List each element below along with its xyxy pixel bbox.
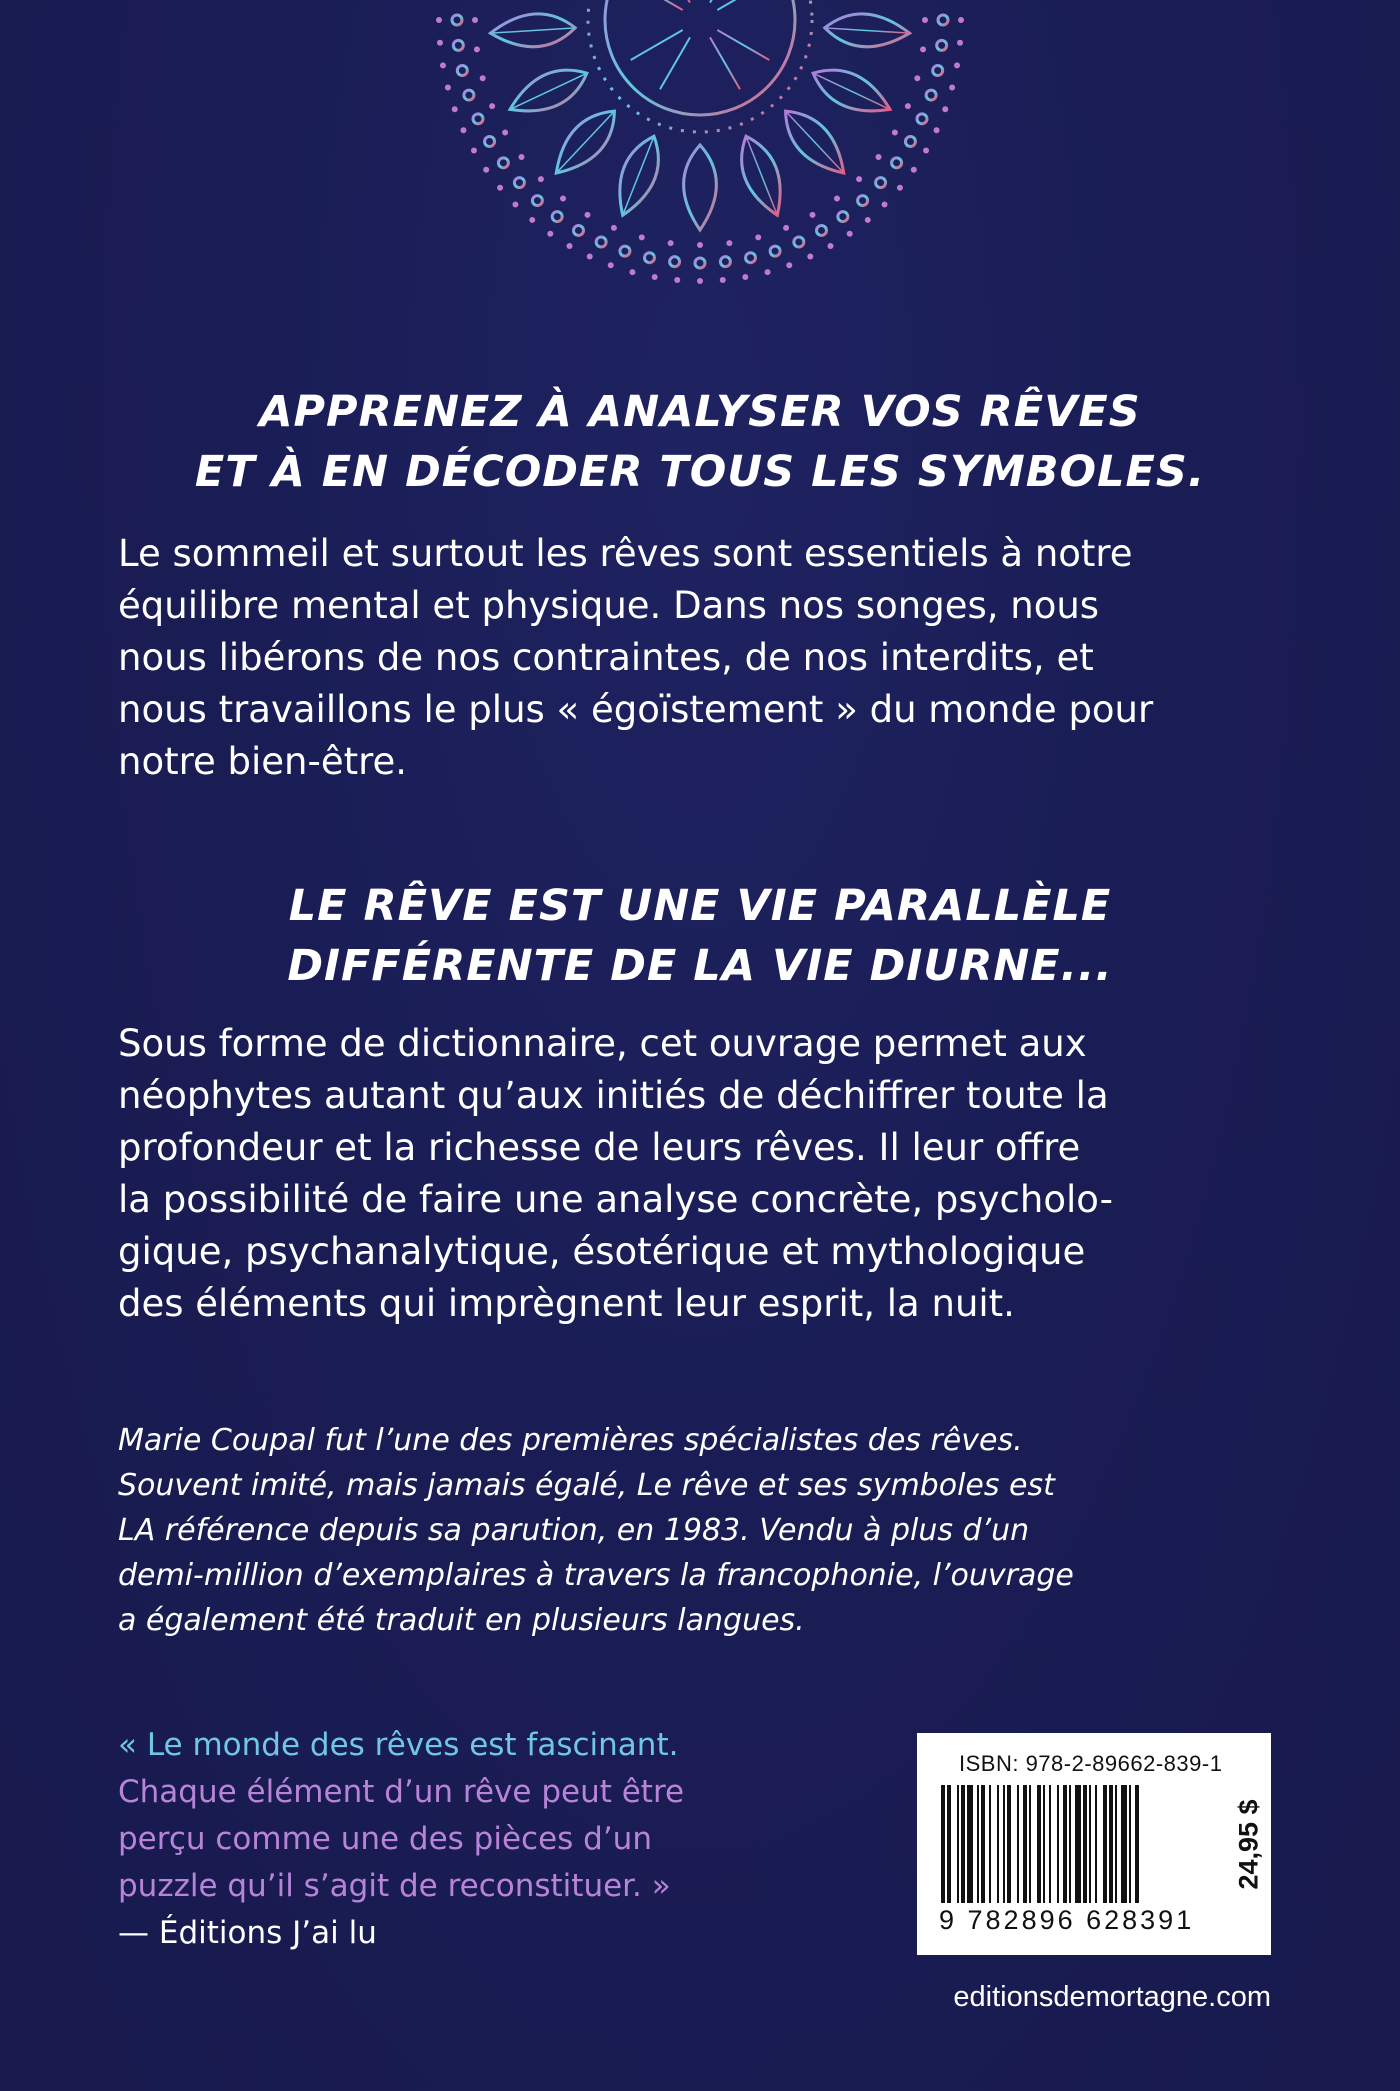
- barcode-bars: [939, 1785, 1207, 1903]
- barcode-bar: [1135, 1785, 1139, 1903]
- barcode-bar: [997, 1785, 999, 1903]
- barcode-bar: [1069, 1785, 1071, 1903]
- barcode-bar: [981, 1785, 985, 1903]
- author-note: [118, 1418, 1288, 1643]
- barcode-bar: [1103, 1785, 1107, 1903]
- barcode-bar: [1063, 1785, 1067, 1903]
- intro-paragraph: [118, 528, 1288, 788]
- heading-analyse: [0, 382, 1400, 502]
- barcode-bar: [1023, 1785, 1027, 1903]
- barcode-bar: [1089, 1785, 1091, 1903]
- text-line: LA référence depuis sa parution, en 1983. Vendu à plus d’un: [118, 1513, 1030, 1548]
- barcode-bar: [1057, 1785, 1059, 1903]
- barcode-bar: [1083, 1785, 1087, 1903]
- heading-line: DIFFÉRENTE DE LA VIE DIURNE...: [287, 941, 1113, 991]
- heading-vie-parallele: [0, 876, 1400, 996]
- barcode-bar: [1129, 1785, 1131, 1903]
- barcode-bar: [1043, 1785, 1045, 1903]
- barcode-bar: [1075, 1785, 1081, 1903]
- mandala-illustration: [0, 0, 1400, 360]
- text-line: Le sommeil et surtout les rêves sont essentiels à notre: [118, 532, 1133, 575]
- barcode-bar: [1037, 1785, 1041, 1903]
- description-paragraph: [118, 1018, 1288, 1330]
- barcode-bar: [1029, 1785, 1031, 1903]
- publisher-website: editionsdemortagne.com: [953, 1981, 1271, 2013]
- barcode-bar: [1003, 1785, 1005, 1903]
- text-line: des éléments qui imprègnent leur esprit, la nuit.: [118, 1282, 1015, 1325]
- barcode-number: 9 782896 628391: [939, 1905, 1195, 1935]
- barcode-bar: [1017, 1785, 1019, 1903]
- text-line: nous travaillons le plus « égoïstement » du monde pour: [118, 688, 1154, 731]
- heading-line: APPRENEZ À ANALYSER VOS RÊVES: [259, 387, 1141, 437]
- barcode-bar: [989, 1785, 991, 1903]
- quote-line: puzzle qu’il s’agit de reconstituer. »: [118, 1868, 671, 1904]
- barcode-bar: [977, 1785, 979, 1903]
- barcode-bar: [1049, 1785, 1051, 1903]
- barcode-bar: [1007, 1785, 1011, 1903]
- quote-source: — Éditions J’ai lu: [118, 1915, 377, 1951]
- text-line: nous libérons de nos contraintes, de nos interdits, et: [118, 636, 1094, 679]
- heading-line: LE RÊVE EST UNE VIE PARALLÈLE: [288, 881, 1112, 931]
- barcode-bar: [967, 1785, 973, 1903]
- text-line: la possibilité de faire une analyse concrète, psycholo-: [118, 1178, 1113, 1221]
- barcode-bar: [941, 1785, 945, 1903]
- text-line: néophytes autant qu’aux initiés de déchiffrer toute la: [118, 1074, 1109, 1117]
- text-line: Marie Coupal fut l’une des premières spécialistes des rêves.: [118, 1423, 1023, 1458]
- price-label: 24,95 $: [1233, 1799, 1264, 1890]
- barcode-bar: [1095, 1785, 1097, 1903]
- isbn-text: ISBN: 978-2-89662-839-1: [959, 1751, 1223, 1776]
- text-line: profondeur et la richesse de leurs rêves. Il leur offre: [118, 1126, 1081, 1169]
- quote-line: Chaque élément d’un rêve peut être: [118, 1774, 685, 1810]
- barcode-bar: [947, 1785, 951, 1903]
- text-line: a également été traduit en plusieurs langues.: [118, 1603, 805, 1638]
- press-quote: [118, 1722, 778, 1957]
- heading-line: ET À EN DÉCODER TOUS LES SYMBOLES.: [194, 447, 1206, 497]
- barcode-label: [917, 1733, 1271, 1955]
- quote-line: perçu comme une des pièces d’un: [118, 1821, 652, 1857]
- text-line: gique, psychanalytique, ésotérique et mythologique: [118, 1230, 1086, 1273]
- barcode-bar: [1115, 1785, 1117, 1903]
- barcode-bar: [1121, 1785, 1127, 1903]
- barcode-bar: [961, 1785, 965, 1903]
- text-line: notre bien-être.: [118, 740, 408, 783]
- barcode-bar: [1109, 1785, 1113, 1903]
- barcode-bar: [957, 1785, 959, 1903]
- text-line: Souvent imité, mais jamais égalé, Le rêve et ses symboles est: [118, 1468, 1055, 1503]
- text-line: équilibre mental et physique. Dans nos songes, nous: [118, 584, 1100, 627]
- text-line: demi-million d’exemplaires à travers la francophonie, l’ouvrage: [118, 1558, 1074, 1593]
- quote-line: « Le monde des rêves est fascinant.: [118, 1727, 679, 1763]
- text-line: Sous forme de dictionnaire, cet ouvrage permet aux: [118, 1022, 1087, 1065]
